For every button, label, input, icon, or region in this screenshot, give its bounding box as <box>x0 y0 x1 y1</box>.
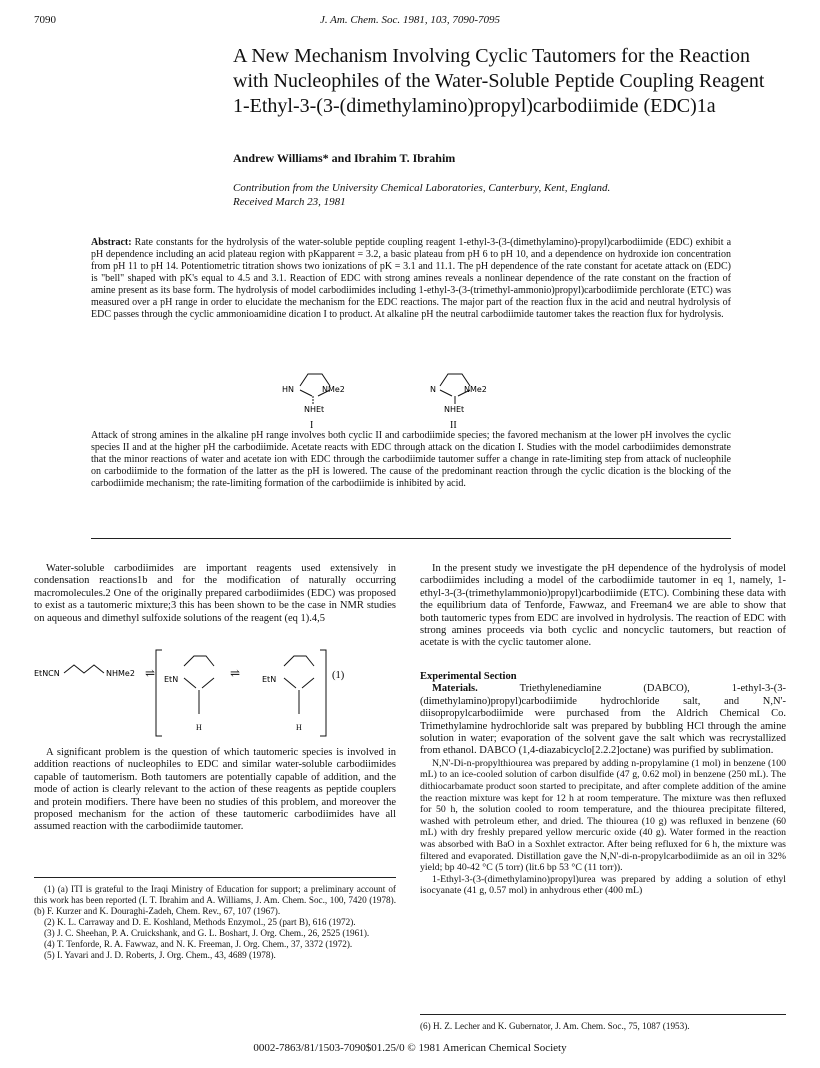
eq-left-end: NHMe2 <box>106 669 135 678</box>
thiourea-paragraph: N,N'-Di-n-propylthiourea was prepared by adding n-propylamine (1 mol) in benzene (100 mL) to an ice-cooled solution of carbon disulfide (47 g, 0.62 mol) in benzene (250 mL). The dithiocarbamate product soon started to precipitate, and after complete addition of the amine the reaction mixture was kept for 12 h at room temperature. The mixture was then refluxed for 50 h, the solution cooled to room temperature, and the thiourea precipitate filtered, washed with petroleum ether, and dried. The thiourea (10 g) was refluxed in benzene (60 mL) with dry freshly prepared yellow mercuric oxide (40 g). Water formed in the reaction was absorbed with BaO in a Soxhlet extractor. After being refluxed for 6 h, the mixture was filtered and evaporated. Distillation gave the N,N'-di-n-propylcarbodiimide as an oil in 32% yield; bp 40-42 °C (5 torr) (lit.6 bp 53 °C (11 torr)). <box>420 757 786 874</box>
structure-I-right: NMe2 <box>322 385 345 394</box>
footnote-1: (1) (a) ITI is grateful to the Iraqi Ministry of Education for support; a preliminary account of this work has been reported (I. T. Ibrahim and A. Williams, J. Am. Chem. Soc., 100, 7420 (1978). (b) F. Kurzer and K. Douraghi-Zadeh, Chem. Rev., 67, 107 (1967). <box>34 884 396 916</box>
footnote-4: (4) T. Tenforde, R. A. Fawwaz, and N. K. Freeman, J. Org. Chem., 37, 3372 (1972). <box>44 939 353 949</box>
experimental-heading: Experimental Section <box>420 671 517 682</box>
urea-paragraph: 1-Ethyl-3-(3-(dimethylamino)propyl)urea was prepared by adding a solution of ethyl isocyanate (41 g, 0.57 mol) in anhydrous ether (400 mL) <box>420 873 786 897</box>
eq-right-h: H <box>296 723 302 732</box>
eq-ring-2 <box>284 656 314 714</box>
right-column-experimental <box>420 671 786 897</box>
footnote-2: (2) K. L. Carraway and D. E. Koshland, Methods Enzymol., 25 (part B), 616 (1972). <box>44 917 356 927</box>
right-paragraph-1: In the present study we investigate the pH dependence of the hydrolysis of model carbodiimides including a model of the carbodiimide tautomer in eq 1, namely, 1-ethyl-3-(3-(trimethylammonio)propyl)carbodiimide (ETC). Combining these data with the equilibrium data of Tenforde, Fawwaz, and Freeman4 we are able to show that both tautomeric types from EDC are involved in hydrolysis. The reaction of EDC with strong amines proceeds via both cyclic and noncyclic tautomers, but reaction of acetate is with the cyclic tautomer alone. <box>420 563 786 649</box>
eq-right-left: EtN <box>262 675 277 684</box>
left-column-intro <box>34 563 396 625</box>
page-footer: 0002-7863/81/1503-7090$01.25/0 © 1981 American Chemical Society <box>253 1042 567 1054</box>
materials-label: Materials. <box>432 683 478 695</box>
eq-left-start: EtNCN <box>34 669 60 678</box>
right-column-intro <box>420 563 786 650</box>
footnote-rule-left <box>34 877 396 878</box>
structure-II-bottom: NHEt <box>444 405 465 414</box>
footnote-rule-right <box>420 1014 786 1015</box>
left-column-body <box>34 747 396 834</box>
structure-I-label: I <box>310 420 314 430</box>
received-date: Received March 23, 1981 <box>233 196 346 208</box>
structure-I-left: HN <box>282 385 294 394</box>
structures-figure <box>270 366 550 430</box>
left-paragraph-2: A significant problem is the question of which tautomeric species is involved in addition reactions of nucleophiles to EDC and similar water-soluble carbodiimides capable of tautomerism. Both tautomers are potentially capable of addition, and the mode of action is clearly relevant to the action of these reagents as peptide couplers and protein modifiers. There have been no studies of this problem, and moreover the proposed mechanism for the action of these tautomeric carbodiimides have all assumed reaction with the carbodiimide tautomer. <box>34 747 396 833</box>
structure-I-bottom: NHEt <box>304 405 325 414</box>
running-head: J. Am. Chem. Soc. 1981, 103, 7090-7095 <box>319 14 501 26</box>
abstract-text: Rate constants for the hydrolysis of the water-soluble peptide coupling reagent 1-ethyl-3-(3-(dimethylamino)-propyl)carbodiimide (EDC) exhibit a pH dependence including an acid plateau region with pKapparent = 3.2, a basic plateau from pH 6 to pH 10, and a dependence on hydroxide ion concentration from pH 11 to pH 14. Potentiometric titration shows two ionizations of pK = 3.1 and 11.1. The pH dependence of the rate constant for acetate attack on (EDC) is "bell" shaped with pK's equal to 4.5 and 3.1. Reaction of EDC with strong amines reveals a nonlinear dependence of the rate constant on the fraction of amine present as its base form. The hydrolysis of model carbodiimides including 1-ethyl-3-(3-(trimethyl-ammonio)propyl)carbodiimide perchlorate (ETC) was measured over a pH range in order to elucidate the mechanism for the EDC reactions. The major part of the reaction flux in the acid and neutral hydrolysis of EDC passes through the cyclic ammonioamidine dication I to product. At alkaline pH the neutral carbodiimide tautomer takes the reaction flux for hydrolysis. <box>91 237 732 320</box>
eq-arrow-1: ⇌ <box>145 666 156 680</box>
eq-ring-1 <box>184 656 214 714</box>
affiliation-text: Contribution from the University Chemical Laboratories, Canterbury, Kent, England. <box>233 182 611 194</box>
left-paragraph-1: Water-soluble carbodiimides are important reagents used extensively in condensation reactions1b and for the modification of naturally occurring macromolecules.2 One of the originally prepared carbodiimides (EDC) was proposed to exist as a tautomeric mixture;3 this has been shown to be the case in NMR studies on aqueous and dimethyl sulfoxide solutions of the reagent (eq 1).4,5 <box>34 563 396 624</box>
footnote-5: (5) I. Yavari and J. D. Roberts, J. Org. Chem., 43, 4689 (1978). <box>44 950 276 960</box>
structure-II-left: N <box>430 385 436 394</box>
footnotes-left <box>34 884 396 961</box>
footnote-3: (3) J. C. Sheehan, P. A. Cruickshank, and G. L. Boshart, J. Org. Chem., 26, 2525 (1961). <box>44 928 370 938</box>
affiliation <box>233 181 793 209</box>
page-number: 7090 <box>34 14 56 26</box>
footnote-6: (6) H. Z. Lecher and K. Gubernator, J. Am. Chem. Soc., 75, 1087 (1953). <box>420 1021 690 1031</box>
abstract-label: Abstract: <box>91 237 132 248</box>
equation-1 <box>34 648 396 740</box>
authors: Andrew Williams* and Ibrahim T. Ibrahim <box>233 151 456 165</box>
abstract-rule <box>91 538 731 539</box>
materials-paragraph <box>420 683 786 757</box>
eq-mid-left: EtN <box>164 675 179 684</box>
materials-text: Triethylenediamine (DABCO), 1-ethyl-3-(3-(dimethylamino)propyl)carbodiimide hydrochloride salt, and N,N'-diisopropylcarbodiimide were purchased from the Aldrich Chemical Co. Trimethylamine hydrochloride salt was prepared by bubbling HCl through the amine solution in water; evaporation of the solvent gave the salt which was recrystallized from ethanol. DABCO (1,4-diazabicyclo[2.2.2]octane) was purified by sublimation. <box>420 683 786 757</box>
abstract <box>91 237 731 321</box>
structure-II-label: II <box>450 420 457 430</box>
equation-number: (1) <box>332 670 345 681</box>
eq-arrow-2: ⇌ <box>230 666 241 680</box>
article-title: A New Mechanism Involving Cyclic Tautomers for the Reaction with Nucleophiles of the Water-Soluble Peptide Coupling Reagent 1-Ethyl-3-(3-(dimethylamino)propyl)carbodiimide (EDC)1a <box>233 45 765 117</box>
abstract-continuation: Attack of strong amines in the alkaline pH range involves both cyclic II and carbodiimide species; the favored mechanism at the lower pH involves the cyclic species II and at the higher pH the carbodiimide. Acetate reacts with EDC through attack on the dication I. Studies with the model carbodiimides demonstrate that the minor reactions of water and acetate ion with EDC through the carbodiimide tautomer suffer a change in rate-limiting step from attack of nucleophile on carbodiimide to the formation of the latter as the pH is lowered. The cause of the predominant reaction through the cyclic dication is the blocking of the carbodiimide mechanism; the rate-limiting formation of the carbodiimide is inhibited by acid. <box>91 430 731 489</box>
structure-II-right: NMe2 <box>464 385 487 394</box>
eq-mid-h: H <box>196 723 202 732</box>
